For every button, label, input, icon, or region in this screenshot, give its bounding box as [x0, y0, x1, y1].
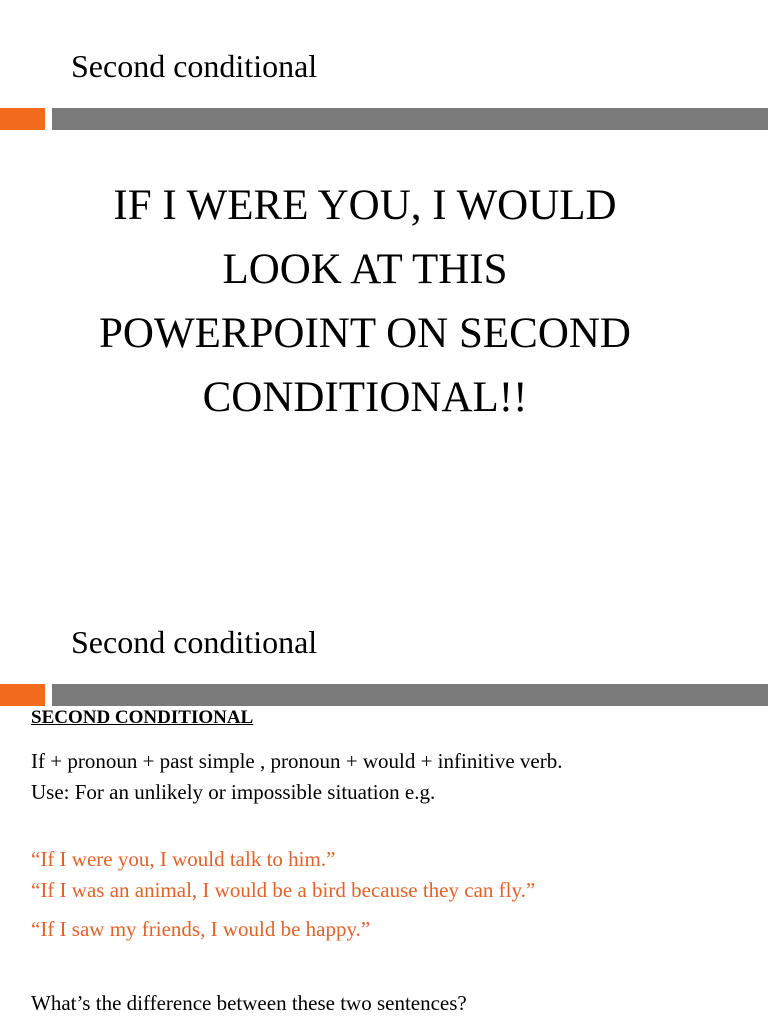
example-sentence: “If I saw my friends, I would be happy.” [31, 917, 371, 941]
orange-accent-block [0, 108, 45, 130]
section-heading: SECOND CONDITIONAL [31, 707, 254, 728]
orange-accent-block [0, 684, 45, 706]
message-line: IF I WERE YOU, I WOULD [113, 182, 617, 229]
example-sentence: “If I was an animal, I would be a bird because they can fly.” [31, 878, 536, 902]
title-accent-bar [0, 684, 768, 706]
message-line: POWERPOINT ON SECOND [99, 310, 631, 357]
slide-title: Second conditional [71, 48, 318, 84]
gray-accent-bar [52, 108, 768, 130]
message-line: CONDITIONAL!! [202, 374, 528, 421]
message-line: LOOK AT THIS [222, 246, 508, 293]
example-sentence: “If I were you, I would talk to him.” [31, 847, 336, 871]
question-text: What’s the difference between these two sentences? [31, 991, 467, 1015]
slide-main-message [0, 174, 730, 430]
slide-title: Second conditional [71, 624, 318, 660]
formula-text: If + pronoun + past simple , pronoun + would + infinitive verb. [31, 749, 563, 773]
use-text: Use: For an unlikely or impossible situation e.g. [31, 780, 436, 804]
title-accent-bar [0, 108, 768, 130]
gray-accent-bar [52, 684, 768, 706]
